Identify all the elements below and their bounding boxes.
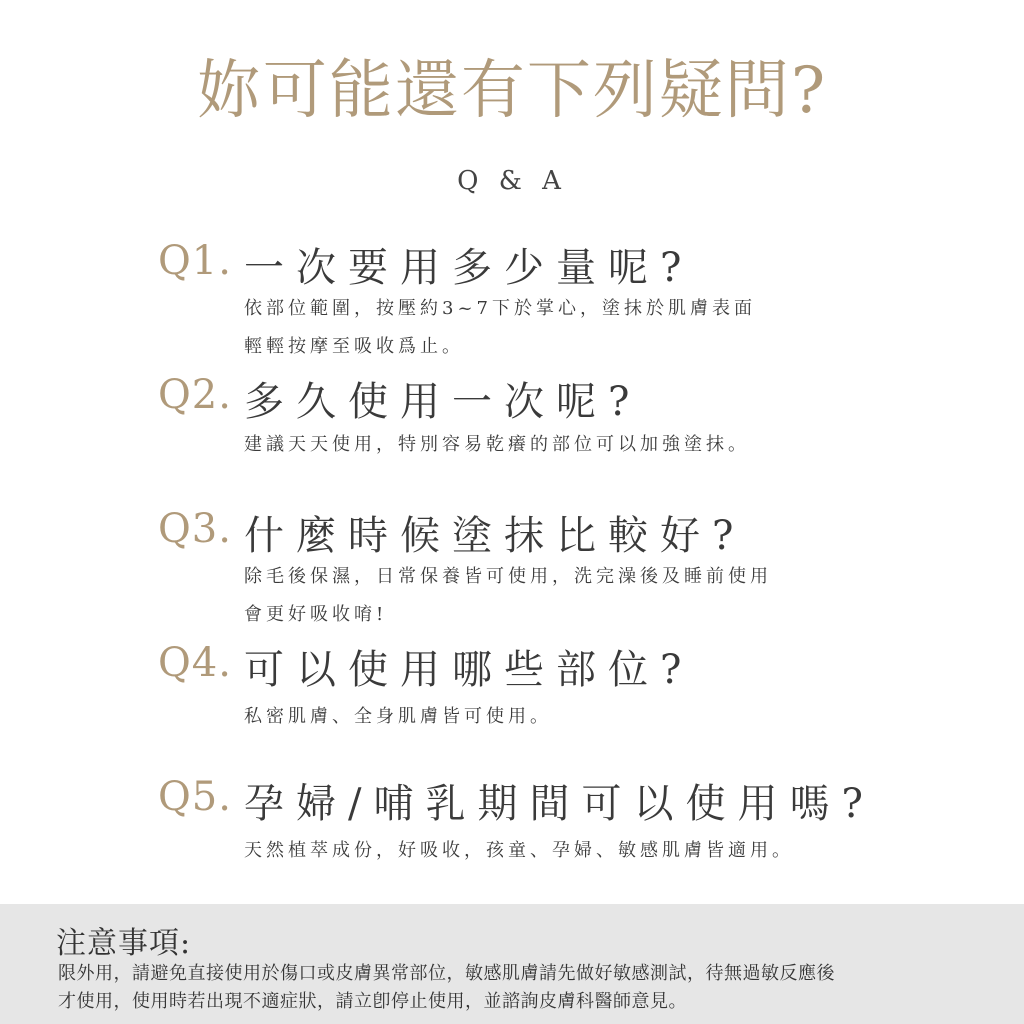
qa-answer-line: 天然植萃成份，好吸收，孩童、孕婦、敏感肌膚皆適用。 — [244, 840, 794, 861]
notice-body — [58, 960, 998, 1016]
qa-question: 什麼時候塗抹比較好? — [244, 513, 746, 559]
qa-number: Q1. — [158, 238, 232, 284]
qa-answer — [244, 290, 756, 366]
qa-question: 可以使用哪些部位? — [244, 647, 694, 693]
page-subtitle: Q & A — [457, 166, 567, 196]
qa-answer-line: 會更好吸收唷! — [244, 604, 388, 625]
qa-answer-line: 除毛後保濕，日常保養皆可使用，洗完澡後及睡前使用 — [244, 566, 772, 587]
qa-question: 多久使用一次呢? — [244, 379, 642, 425]
qa-number: Q4. — [158, 640, 232, 686]
qa-answer — [244, 832, 794, 870]
qa-question: 一次要用多少量呢? — [244, 245, 694, 291]
qa-question: 孕婦/哺乳期間可以使用嗎? — [244, 781, 875, 827]
qa-answer — [244, 698, 552, 736]
qa-number: Q2. — [158, 372, 232, 418]
qa-answer — [244, 426, 750, 464]
notice-line: 限外用，請避免直接使用於傷口或皮膚異常部位，敏感肌膚請先做好敏感測試，待無過敏反應後 — [58, 963, 835, 984]
notice-panel — [0, 904, 1024, 1024]
page-title: 妳可能還有下列疑問? — [196, 54, 828, 128]
qa-number: Q3. — [158, 506, 232, 552]
qa-answer — [244, 558, 772, 634]
notice-heading: 注意事項: — [56, 926, 192, 961]
qa-answer-line: 私密肌膚、全身肌膚皆可使用。 — [244, 706, 552, 727]
notice-line: 才使用，使用時若出現不適症狀，請立卽停止使用，並諮詢皮膚科醫師意見。 — [58, 991, 687, 1012]
qa-number: Q5. — [158, 774, 232, 820]
qa-answer-line: 建議天天使用，特別容易乾癢的部位可以加強塗抹。 — [244, 434, 750, 455]
qa-answer-line: 依部位範圍，按壓約3~7下於掌心，塗抹於肌膚表面 — [244, 298, 756, 319]
qa-answer-line: 輕輕按摩至吸收爲止。 — [244, 336, 464, 357]
